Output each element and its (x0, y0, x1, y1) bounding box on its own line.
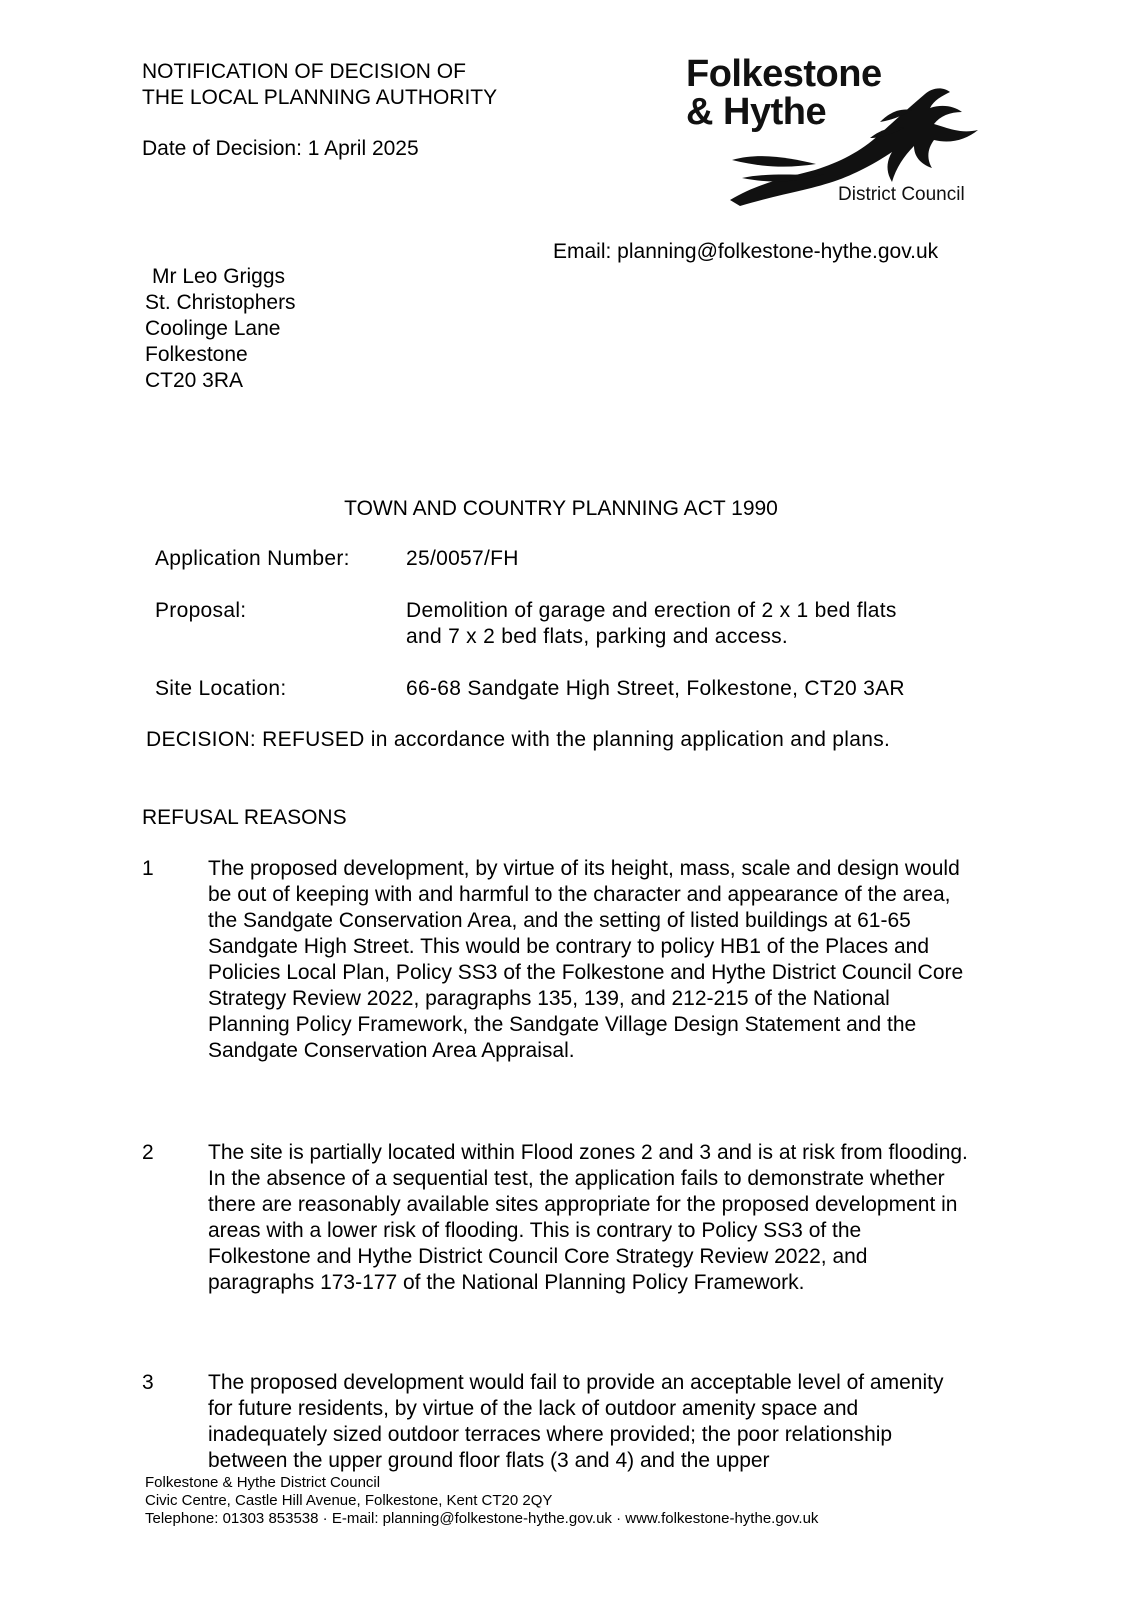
footer-council-name: Folkestone & Hythe District Council (145, 1474, 381, 1491)
contact-email: Email: planning@folkestone-hythe.gov.uk (553, 240, 939, 263)
page-footer (145, 1474, 818, 1528)
refusal-reasons-heading: REFUSAL REASONS (142, 806, 347, 829)
recipient-name: Mr Leo Griggs (152, 265, 286, 288)
reason-text: The site is partially located within Flood zones 2 and 3 and is at risk from flooding. In the absence of a sequential test, the application fails to demonstrate whether there are reasonably available sites appropriate for the proposed development in areas with a lower risk of flooding. This is contrary to Policy SS3 of the Folkestone and Hythe District Council Core Strategy Review 2022, and paragraphs 173-177 of the National Planning Policy Framework. (208, 1141, 968, 1294)
address-line: Coolinge Lane (145, 317, 281, 340)
notice-title-line1: NOTIFICATION OF DECISION OF (142, 60, 466, 83)
footer-address: Civic Centre, Castle Hill Avenue, Folkestone, Kent CT20 2QY (145, 1492, 553, 1509)
application-number-label: Application Number: (155, 547, 350, 570)
notice-title-line2: THE LOCAL PLANNING AUTHORITY (142, 86, 498, 109)
reason-text: The proposed development, by virtue of its height, mass, scale and design would be out of keeping with and harmful to the character and appearance of the area, the Sandgate Conservation Area, and the setting of listed buildings at 61-65 Sandgate High Street. This would be contrary to policy HB1 of the Places and Policies Local Plan, Policy SS3 of the Folkestone and Hythe District Council Core Strategy Review 2022, paragraphs 135, 139, and 212-215 of the National Planning Policy Framework, the Sandgate Village Design Statement and the Sandgate Conservation Area Appraisal. (208, 857, 964, 1062)
decision-statement: DECISION: REFUSED in accordance with the planning application and plans. (146, 728, 891, 751)
reason-number: 1 (142, 857, 154, 880)
address-line: St. Christophers (145, 291, 296, 314)
address-line: Folkestone (145, 343, 248, 366)
logo-text-line2: & Hythe (686, 91, 827, 133)
decision-date: Date of Decision: 1 April 2025 (142, 137, 419, 160)
proposal-label: Proposal: (155, 599, 247, 622)
proposal-line2: and 7 x 2 bed flats, parking and access. (406, 625, 789, 648)
reason-text: The proposed development would fail to provide an acceptable level of amenity for future residents, by virtue of the lack of outdoor amenity space and inadequately sized outdoor terraces where provided; the poor relationship between the upper ground floor flats (3 and 4) and the upper (208, 1371, 944, 1472)
logo-text-line3: District Council (838, 184, 965, 205)
application-number-value: 25/0057/FH (406, 547, 519, 570)
site-location-value: 66-68 Sandgate High Street, Folkestone, CT20 3AR (406, 677, 905, 700)
address-postcode: CT20 3RA (145, 369, 244, 392)
council-logo (680, 52, 990, 212)
site-location-label: Site Location: (155, 677, 287, 700)
logo-text-line1: Folkestone (686, 53, 882, 95)
proposal-line1: Demolition of garage and erection of 2 x 1 bed flats (406, 599, 897, 622)
reason-number: 2 (142, 1141, 154, 1164)
act-title: TOWN AND COUNTRY PLANNING ACT 1990 (344, 497, 778, 520)
recipient-address (145, 264, 296, 394)
footer-contact: Telephone: 01303 853538 · E-mail: planning@folkestone-hythe.gov.uk · www.folkestone-hythe.gov.uk (145, 1510, 819, 1527)
reason-number: 3 (142, 1371, 154, 1394)
